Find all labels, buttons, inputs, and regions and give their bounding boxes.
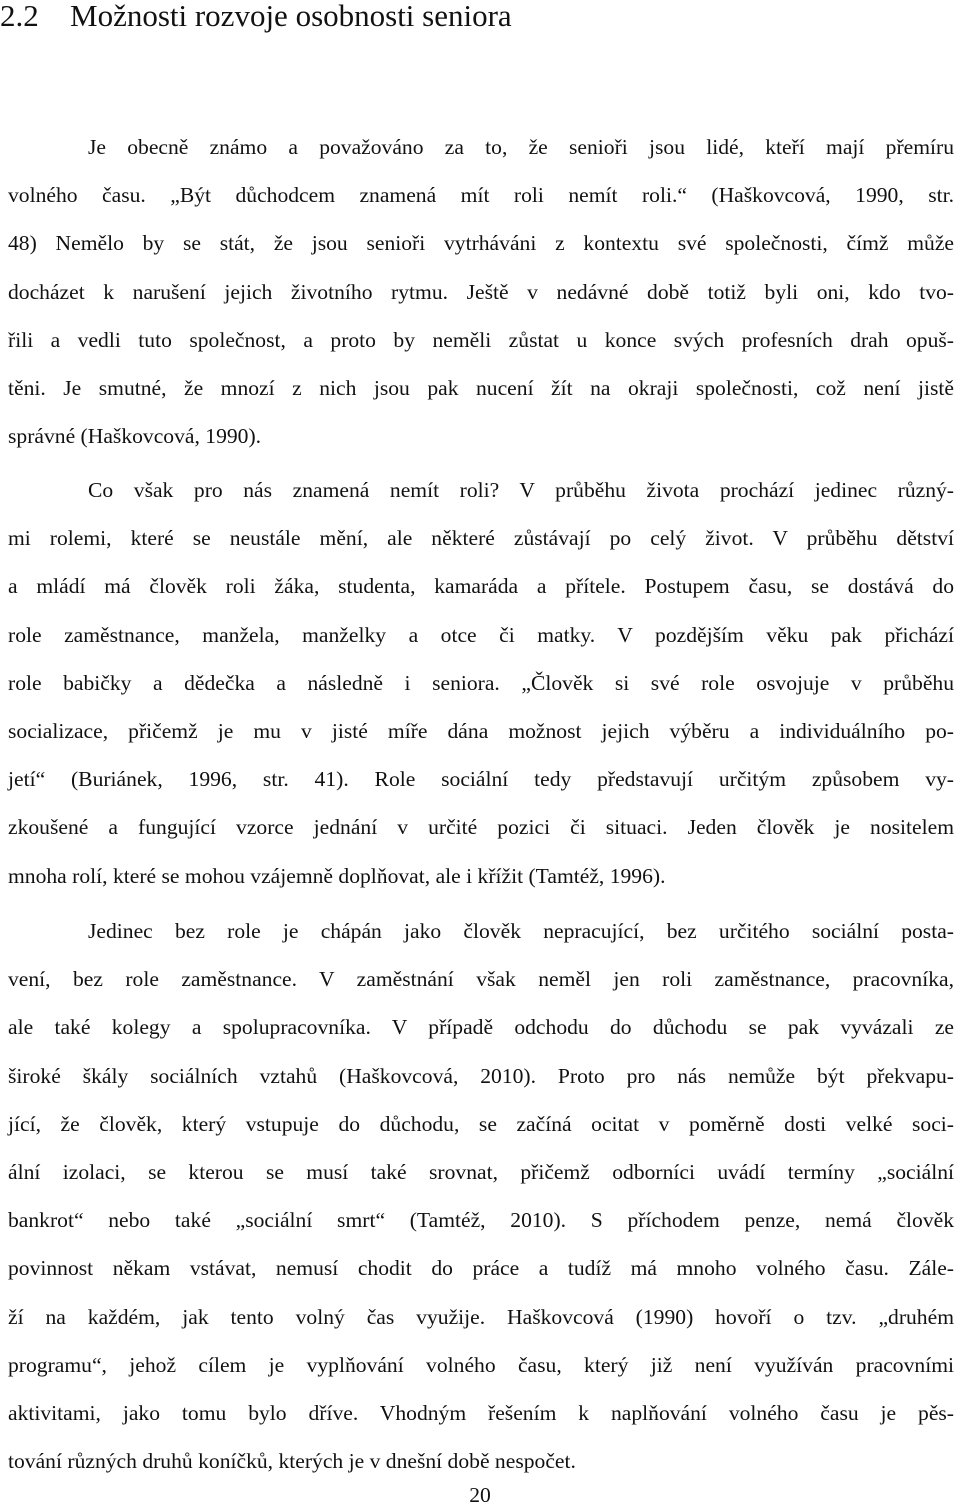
text-line: programu“, jehož cílem je vyplňování volného času, který již není využíván pracovními — [8, 1352, 954, 1377]
text-line: role zaměstnance, manžela, manželky a otce či matky. V pozdějším věku pak přichází — [8, 622, 954, 647]
text-line: bankrot“ nebo také „sociální smrt“ (Tamtéž, 2010). S příchodem penze, nemá člověk — [8, 1208, 954, 1233]
text-line: volného času. „Být důchodcem znamená mít roli nemít roli.“ (Haškovcová, 1990, str. — [8, 183, 954, 208]
text-line: ží na každém, jak tento volný čas využije. Haškovcová (1990) hovoří o tzv. „druhém — [8, 1304, 954, 1329]
text-line: aktivitami, jako tomu bylo dříve. Vhodným řešením k naplňování volného času je pěs- — [8, 1400, 954, 1425]
text-line: 48) Nemělo by se stát, že jsou senioři vytrháváni z kontextu své společnosti, čímž může — [8, 231, 954, 256]
text-line: docházet k narušení jejich životního rytmu. Ještě v nedávné době totiž byli oni, kdo tvo- — [8, 279, 954, 304]
paragraph-2 — [8, 466, 954, 900]
text-line: široké škály sociálních vztahů (Haškovcová, 2010). Proto pro nás nemůže být překvapu- — [8, 1063, 954, 1088]
text-line: mi rolemi, které se neustále mění, ale některé zůstávají po celý život. V průběhu dětství — [8, 526, 954, 551]
text-line: tování různých druhů koníčků, kterých je v dnešní době nespočet. — [8, 1449, 576, 1474]
section-number: 2.2 — [0, 0, 39, 33]
text-line: ální izolaci, se kterou se musí také srovnat, přičemž odborníci uvádí termíny „sociální — [8, 1159, 954, 1184]
text-line: zkoušené a fungující vzorce jednání v určité pozici či situaci. Jeden člověk je nositelem — [8, 815, 954, 840]
text-line: vení, bez role zaměstnance. V zaměstnání však neměl jen roli zaměstnance, pracovníka, — [8, 967, 954, 992]
section-heading — [0, 0, 512, 36]
text-line: Jedinec bez role je chápán jako člověk nepracující, bez určitého sociální posta- — [88, 919, 954, 943]
paragraph-3 — [8, 907, 954, 1485]
section-title: Možnosti rozvoje osobnosti seniora — [70, 0, 512, 33]
text-line: jetí“ (Buriánek, 1996, str. 41). Role sociální tedy představují určitým způsobem vy- — [8, 767, 954, 792]
paragraph-1 — [8, 123, 954, 460]
text-line: socializace, přičemž je mu v jisté míře dána možnost jejich výběru a individuálního po- — [8, 718, 954, 743]
text-line: správné (Haškovcová, 1990). — [8, 424, 262, 449]
text-line: a mládí má člověk roli žáka, studenta, kamaráda a přítele. Postupem času, se dostává do — [8, 574, 954, 599]
text-line: jící, že člověk, který vstupuje do důchodu, se začíná ocitat v poměrně dosti velké soci- — [8, 1111, 954, 1136]
text-line: Je obecně známo a považováno za to, že senioři jsou lidé, kteří mají přemíru — [88, 135, 954, 159]
text-line: role babičky a dědečka a následně i seniora. „Člověk si své role osvojuje v průběhu — [8, 670, 954, 695]
text-line: povinnost někam vstávat, nemusí chodit do práce a tudíž má mnoho volného času. Zále- — [8, 1256, 954, 1281]
text-line: těni. Je smutné, že mnozí z nich jsou pak nucení žít na okraji společnosti, což není jistě — [8, 375, 954, 400]
text-line: ale také kolegy a spolupracovníka. V případě odchodu do důchodu se pak vyvázali ze — [8, 1015, 954, 1040]
text-line: mnoha rolí, které se mohou vzájemně doplňovat, ale i křížit (Tamtéž, 1996). — [8, 863, 666, 888]
text-line: Co však pro nás znamená nemít roli? V průběhu života prochází jedinec různý- — [88, 478, 954, 502]
page-number: 20 — [469, 1483, 491, 1507]
text-line: řili a vedli tuto společnost, a proto by neměli zůstat u konce svých profesních drah opuš- — [8, 327, 954, 352]
